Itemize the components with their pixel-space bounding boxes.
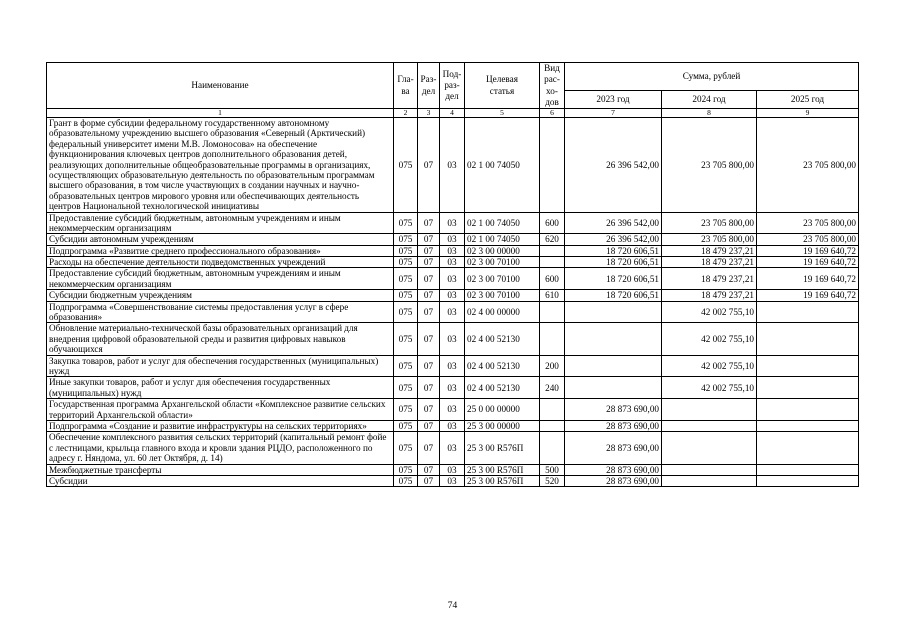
row-sum-2024 (662, 399, 757, 421)
row-name: Предоставление субсидий бюджетным, автономным учреждениям и иным некоммерческим организациям (47, 212, 394, 234)
column-number: 3 (418, 109, 440, 118)
row-target: 25 3 00 00000 (465, 420, 540, 431)
row-name: Предоставление субсидий бюджетным, автономным учреждениям и иным некоммерческим организациям (47, 268, 394, 290)
table-row (47, 355, 859, 377)
row-vid (540, 420, 565, 431)
row-razdel: 07 (418, 301, 440, 323)
row-glava: 075 (394, 475, 418, 486)
header-vid-text: Вид рас- хо- дов (544, 63, 560, 107)
row-sum-2025: 23 705 800,00 (757, 234, 859, 245)
table-row (47, 420, 859, 431)
row-sum-2024 (662, 432, 757, 464)
row-razdel: 07 (418, 323, 440, 355)
column-number: 2 (394, 109, 418, 118)
page-number: 74 (447, 601, 458, 611)
column-number: 6 (540, 109, 565, 118)
row-sum-2023 (565, 355, 662, 377)
row-glava: 075 (394, 245, 418, 256)
row-name: Межбюджетные трансферты (47, 464, 394, 475)
row-sum-2023: 26 396 542,00 (565, 212, 662, 234)
row-sum-2024: 42 002 755,10 (662, 377, 757, 399)
row-sum-2025 (757, 377, 859, 399)
row-sum-2025 (757, 399, 859, 421)
row-glava: 075 (394, 290, 418, 301)
row-vid (540, 118, 565, 213)
row-glava: 075 (394, 355, 418, 377)
table-row (47, 212, 859, 234)
column-number: 7 (565, 109, 662, 118)
row-podrazdel: 03 (440, 420, 465, 431)
row-glava: 075 (394, 268, 418, 290)
row-glava: 075 (394, 323, 418, 355)
row-sum-2023: 18 720 606,51 (565, 290, 662, 301)
row-sum-2023: 18 720 606,51 (565, 268, 662, 290)
row-sum-2024: 42 002 755,10 (662, 355, 757, 377)
row-sum-2025: 19 169 640,72 (757, 268, 859, 290)
row-podrazdel: 03 (440, 234, 465, 245)
table-row (47, 323, 859, 355)
header-vid (540, 63, 565, 109)
row-sum-2025: 19 169 640,72 (757, 245, 859, 256)
header-name: Наименование (47, 63, 394, 109)
row-podrazdel: 03 (440, 355, 465, 377)
row-vid: 600 (540, 212, 565, 234)
row-razdel: 07 (418, 268, 440, 290)
row-glava: 075 (394, 212, 418, 234)
row-sum-2024 (662, 464, 757, 475)
row-razdel: 07 (418, 420, 440, 431)
column-number: 9 (757, 109, 859, 118)
budget-table (46, 62, 859, 487)
row-sum-2025 (757, 355, 859, 377)
row-target: 02 1 00 74050 (465, 118, 540, 213)
row-name: Закупка товаров, работ и услуг для обеспечения государственных (муниципальных) нужд (47, 355, 394, 377)
row-glava: 075 (394, 432, 418, 464)
row-name: Подпрограмма «Создание и развитие инфраструктуры на сельских территориях» (47, 420, 394, 431)
row-target: 25 3 00 R576П (465, 475, 540, 486)
row-podrazdel: 03 (440, 257, 465, 268)
row-podrazdel: 03 (440, 245, 465, 256)
row-sum-2025: 19 169 640,72 (757, 290, 859, 301)
row-target: 02 4 00 52130 (465, 355, 540, 377)
header-target (465, 63, 540, 109)
row-sum-2023 (565, 301, 662, 323)
row-podrazdel: 03 (440, 323, 465, 355)
table-row (47, 432, 859, 464)
column-number: 4 (440, 109, 465, 118)
header-year-2025: 2025 год (757, 91, 859, 109)
column-number: 1 (47, 109, 394, 118)
row-sum-2024: 18 479 237,21 (662, 290, 757, 301)
row-vid: 240 (540, 377, 565, 399)
header-target-text: Целевая статья (486, 74, 518, 96)
row-podrazdel: 03 (440, 268, 465, 290)
row-vid: 620 (540, 234, 565, 245)
row-vid: 610 (540, 290, 565, 301)
row-name: Подпрограмма «Развитие среднего профессионального образования» (47, 245, 394, 256)
row-name: Иные закупки товаров, работ и услуг для обеспечения государственных (муниципальных) нужд (47, 377, 394, 399)
row-target: 25 3 00 R576П (465, 432, 540, 464)
row-glava: 075 (394, 399, 418, 421)
row-sum-2024 (662, 475, 757, 486)
row-target: 02 4 00 52130 (465, 323, 540, 355)
table-row (47, 245, 859, 256)
row-sum-2025 (757, 432, 859, 464)
row-target: 02 3 00 00000 (465, 245, 540, 256)
table-row (47, 475, 859, 486)
table-row (47, 377, 859, 399)
row-sum-2024: 23 705 800,00 (662, 118, 757, 213)
row-sum-2025: 23 705 800,00 (757, 118, 859, 213)
row-vid: 200 (540, 355, 565, 377)
row-razdel: 07 (418, 464, 440, 475)
row-sum-2024: 42 002 755,10 (662, 301, 757, 323)
header-razdel (418, 63, 440, 109)
row-sum-2024 (662, 420, 757, 431)
header-row (47, 63, 859, 91)
row-razdel: 07 (418, 475, 440, 486)
row-razdel: 07 (418, 257, 440, 268)
row-podrazdel: 03 (440, 399, 465, 421)
row-podrazdel: 03 (440, 377, 465, 399)
row-vid (540, 245, 565, 256)
row-sum-2025 (757, 475, 859, 486)
row-target: 02 1 00 74050 (465, 212, 540, 234)
row-glava: 075 (394, 464, 418, 475)
row-razdel: 07 (418, 234, 440, 245)
row-razdel: 07 (418, 377, 440, 399)
row-sum-2023: 28 873 690,00 (565, 399, 662, 421)
row-vid (540, 399, 565, 421)
header-glava-text: Гла- ва (397, 74, 414, 96)
table-row (47, 257, 859, 268)
row-sum-2025 (757, 464, 859, 475)
row-target: 02 3 00 70100 (465, 257, 540, 268)
row-glava: 075 (394, 234, 418, 245)
row-razdel: 07 (418, 399, 440, 421)
row-target: 02 3 00 70100 (465, 290, 540, 301)
row-glava: 075 (394, 377, 418, 399)
row-sum-2023: 26 396 542,00 (565, 234, 662, 245)
table-body (47, 118, 859, 487)
row-glava: 075 (394, 420, 418, 431)
row-target: 02 3 00 70100 (465, 268, 540, 290)
row-podrazdel: 03 (440, 464, 465, 475)
header-podrazdel (440, 63, 465, 109)
row-name: Грант в форме субсидии федеральному государственному автономному образовательному учреждению высшего образования «Северный (Арктический) федеральный университет имени М.В. Ломоносова» на обеспечение функционирования ключевых центров дополнительного образования детей, реализующих дополнительные общеобразовательные программы в организациях, осуществляющих образовательную деятельность по образовательным программам высшего образования, в том числе участвующих в создании научных и научно-образовательных центров мирового уровня или обеспечивающих деятельность центров Национальной технологической инициативы (47, 118, 394, 213)
row-name: Субсидии автономным учреждениям (47, 234, 394, 245)
row-glava: 075 (394, 257, 418, 268)
row-sum-2025: 19 169 640,72 (757, 257, 859, 268)
row-vid (540, 323, 565, 355)
row-name: Подпрограмма «Совершенствование системы предоставления услуг в сфере образования» (47, 301, 394, 323)
row-razdel: 07 (418, 432, 440, 464)
row-sum-2023: 28 873 690,00 (565, 475, 662, 486)
row-target: 02 4 00 52130 (465, 377, 540, 399)
row-sum-2024: 23 705 800,00 (662, 212, 757, 234)
row-sum-2024: 18 479 237,21 (662, 245, 757, 256)
row-vid (540, 432, 565, 464)
row-name: Государственная программа Архангельской области «Комплексное развитие сельских территорий Архангельской области» (47, 399, 394, 421)
row-sum-2023: 28 873 690,00 (565, 420, 662, 431)
row-sum-2025 (757, 420, 859, 431)
row-razdel: 07 (418, 290, 440, 301)
row-razdel: 07 (418, 245, 440, 256)
column-number-row (47, 109, 859, 118)
table-row (47, 234, 859, 245)
table-row (47, 268, 859, 290)
row-name: Обновление материально-технической базы образовательных организаций для внедрения цифровой образовательной среды и развития цифровых навыков обучающихся (47, 323, 394, 355)
column-number: 8 (662, 109, 757, 118)
row-sum-2023: 26 396 542,00 (565, 118, 662, 213)
row-sum-2024: 42 002 755,10 (662, 323, 757, 355)
row-target: 25 0 00 00000 (465, 399, 540, 421)
header-razdel-text: Раз- дел (420, 74, 437, 96)
row-sum-2023: 28 873 690,00 (565, 464, 662, 475)
table-row (47, 290, 859, 301)
row-podrazdel: 03 (440, 475, 465, 486)
row-sum-2023: 18 720 606,51 (565, 245, 662, 256)
row-sum-2023: 28 873 690,00 (565, 432, 662, 464)
row-name: Субсидии (47, 475, 394, 486)
row-podrazdel: 03 (440, 212, 465, 234)
column-number: 5 (465, 109, 540, 118)
row-podrazdel: 03 (440, 432, 465, 464)
row-glava: 075 (394, 301, 418, 323)
row-sum-2024: 18 479 237,21 (662, 268, 757, 290)
row-sum-2025 (757, 301, 859, 323)
header-year-2023: 2023 год (565, 91, 662, 109)
row-glava: 075 (394, 118, 418, 213)
row-sum-2024: 23 705 800,00 (662, 234, 757, 245)
row-sum-2023 (565, 323, 662, 355)
table-row (47, 118, 859, 213)
row-target: 02 4 00 00000 (465, 301, 540, 323)
row-vid (540, 257, 565, 268)
table-row (47, 399, 859, 421)
row-sum-2023: 18 720 606,51 (565, 257, 662, 268)
row-podrazdel: 03 (440, 118, 465, 213)
header-podrazdel-text: Под- раз- дел (442, 68, 462, 102)
row-sum-2025 (757, 323, 859, 355)
row-podrazdel: 03 (440, 301, 465, 323)
row-sum-2023 (565, 377, 662, 399)
row-vid (540, 301, 565, 323)
row-name: Субсидии бюджетным учреждениям (47, 290, 394, 301)
row-razdel: 07 (418, 355, 440, 377)
header-glava (394, 63, 418, 109)
row-podrazdel: 03 (440, 290, 465, 301)
row-name: Расходы на обеспечение деятельности подведомственных учреждений (47, 257, 394, 268)
row-razdel: 07 (418, 118, 440, 213)
row-razdel: 07 (418, 212, 440, 234)
row-vid: 500 (540, 464, 565, 475)
header-year-2024: 2024 год (662, 91, 757, 109)
header-sum: Сумма, рублей (565, 63, 859, 91)
row-sum-2024: 18 479 237,21 (662, 257, 757, 268)
row-target: 02 1 00 74050 (465, 234, 540, 245)
row-name: Обеспечение комплексного развития сельских территорий (капитальный ремонт фойе с лестницами, крыльца главного входа и кровли здания РЦДО, расположенного по адресу г. Няндома, ул. 60 лет Октября, д. 14) (47, 432, 394, 464)
row-vid: 600 (540, 268, 565, 290)
row-sum-2025: 23 705 800,00 (757, 212, 859, 234)
row-target: 25 3 00 R576П (465, 464, 540, 475)
row-vid: 520 (540, 475, 565, 486)
table-row (47, 464, 859, 475)
table-row (47, 301, 859, 323)
